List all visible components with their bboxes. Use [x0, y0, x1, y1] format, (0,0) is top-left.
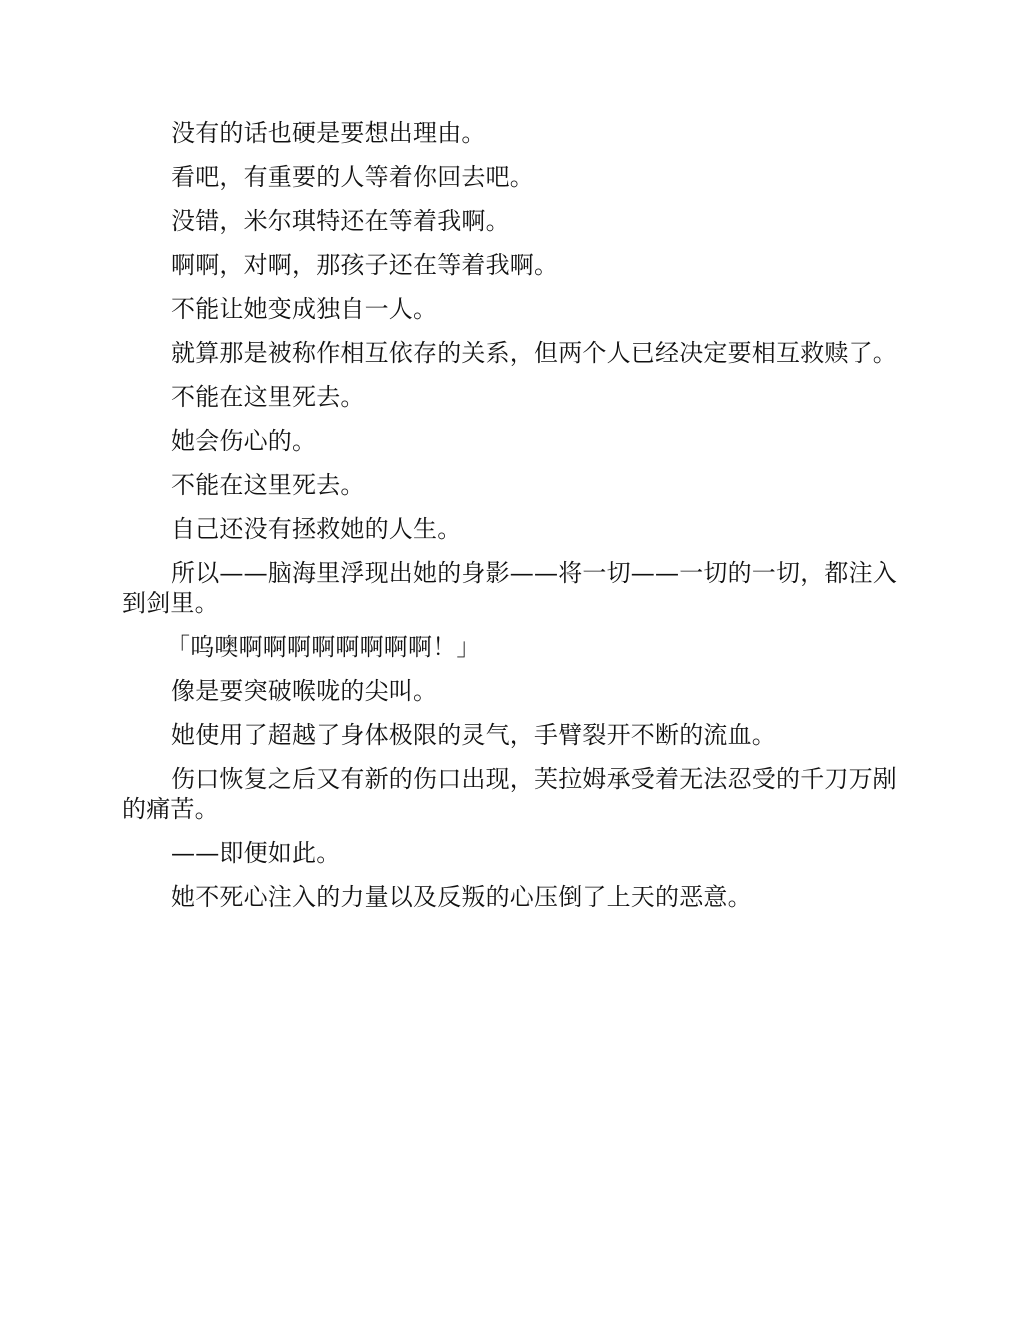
- paragraph: 不能在这里死去。: [171, 383, 365, 411]
- paragraph: 不能在这里死去。: [171, 471, 365, 499]
- paragraph: 没有的话也硬是要想出理由。: [171, 119, 486, 147]
- paragraph: 不能让她变成独自一人。: [171, 295, 438, 323]
- paragraph: 伤口恢复之后又有新的伤口出现，芙拉姆承受着无法忍受的千刀万剐的痛苦。: [122, 765, 897, 823]
- paragraph: 自己还没有拯救她的人生。: [171, 515, 462, 543]
- paragraph: 所以——脑海里浮现出她的身影——将一切——一切的一切，都注入到剑里。: [122, 559, 897, 617]
- paragraph: 看吧，有重要的人等着你回去吧。: [171, 163, 534, 191]
- paragraph: 像是要突破喉咙的尖叫。: [171, 677, 438, 705]
- paragraph: 啊啊，对啊，那孩子还在等着我啊。: [171, 251, 559, 279]
- paragraph: 就算那是被称作相互依存的关系，但两个人已经决定要相互救赎了。: [171, 339, 897, 367]
- body-text: [122, 118, 898, 926]
- paragraph: 没错，米尔琪特还在等着我啊。: [171, 207, 510, 235]
- paragraph: 她使用了超越了身体极限的灵气，手臂裂开不断的流血。: [171, 721, 776, 749]
- paragraph: 她不死心注入的力量以及反叛的心压倒了上天的恶意。: [171, 883, 752, 911]
- paragraph: ——即便如此。: [171, 839, 341, 867]
- paragraph: 她会伤心的。: [171, 427, 317, 455]
- dialogue-line: 「呜噢啊啊啊啊啊啊啊啊！」: [166, 633, 481, 661]
